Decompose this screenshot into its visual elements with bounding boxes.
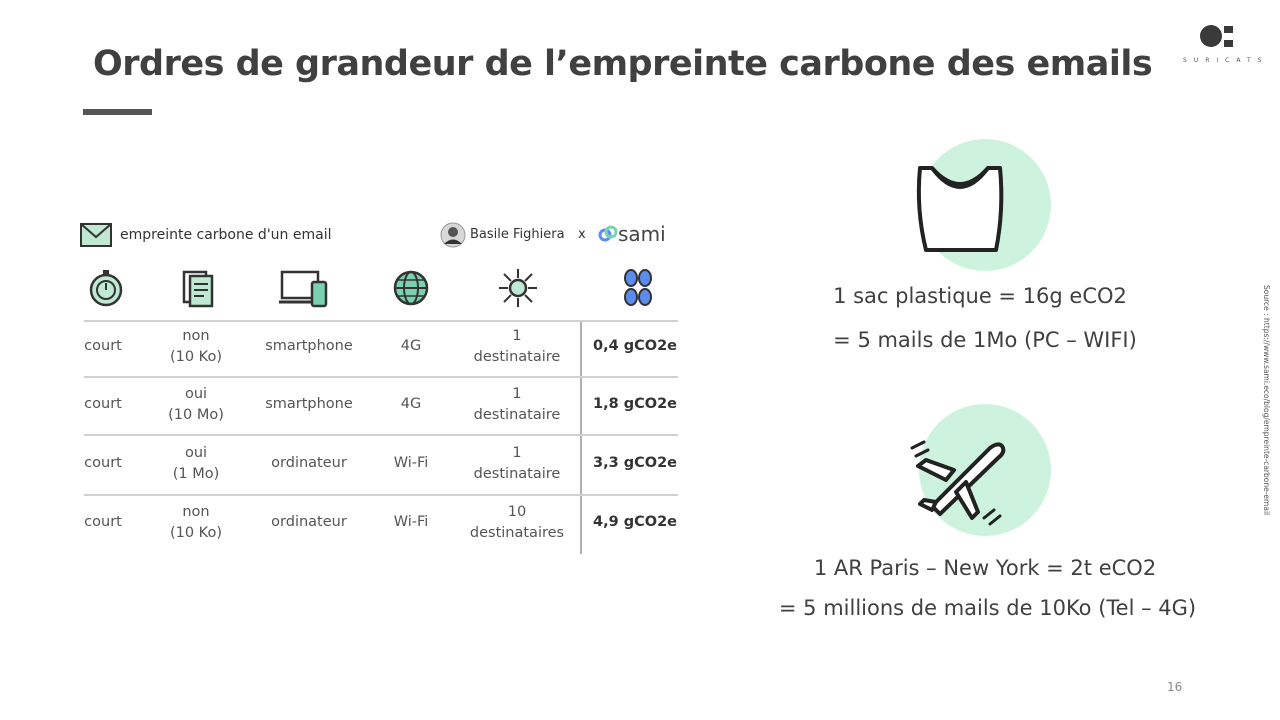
cell-recipients-label: destinataire	[473, 407, 561, 423]
column-divider	[580, 322, 582, 554]
globe-icon	[391, 266, 431, 310]
cell-duration: court	[84, 396, 122, 412]
airplane-icon	[906, 424, 1012, 530]
cell-recipients-count: 1	[512, 386, 522, 402]
slide-title: Ordres de grandeur de l’empreinte carbone des emails	[93, 44, 1153, 84]
row-divider	[84, 376, 678, 378]
cell-footprint: 1,8 gCO2e	[592, 396, 677, 412]
cell-attachment-size: (10 Ko)	[169, 525, 223, 541]
footprint-icon	[620, 266, 656, 310]
sami-logo-icon	[598, 225, 618, 243]
device-icon	[278, 266, 334, 310]
row-divider	[84, 494, 678, 496]
bag-comparison-line2: = 5 mails de 1Mo (PC – WIFI)	[833, 328, 1137, 352]
cell-network: Wi-Fi	[393, 514, 429, 530]
cell-device: ordinateur	[271, 455, 347, 471]
cell-device: smartphone	[265, 396, 353, 412]
cell-attachment: oui	[184, 386, 208, 402]
cell-attachment: oui	[184, 445, 208, 461]
cell-attachment-size: (10 Mo)	[168, 407, 224, 423]
row-divider	[84, 434, 678, 436]
cell-attachment-size: (10 Ko)	[169, 349, 223, 365]
cell-attachment: non	[182, 504, 210, 520]
cell-attachment-size: (1 Mo)	[172, 466, 220, 482]
cell-device: smartphone	[265, 338, 353, 354]
infographic-title: empreinte carbone d'un email	[120, 227, 332, 243]
logo-text: SURICATS	[1183, 57, 1269, 64]
bag-comparison-line1: 1 sac plastique = 16g eCO2	[833, 284, 1127, 308]
plane-comparison-line2: = 5 millions de mails de 10Ko (Tel – 4G)	[778, 596, 1197, 620]
plane-comparison-line1: 1 AR Paris – New York = 2t eCO2	[813, 556, 1157, 580]
title-underline	[83, 109, 152, 115]
avatar	[440, 222, 466, 248]
attachment-icon	[176, 266, 220, 310]
infographic-header	[78, 218, 683, 254]
cell-recipients-label: destinataire	[473, 349, 561, 365]
page-number: 16	[1167, 680, 1183, 694]
row-divider	[84, 320, 678, 322]
stopwatch-icon	[84, 266, 128, 310]
cell-network: Wi-Fi	[393, 455, 429, 471]
source-citation: Source : https://www.sami.eco/blog/empreinte-carbone-email	[1262, 285, 1271, 516]
cell-footprint: 4,9 gCO2e	[592, 514, 677, 530]
cell-attachment: non	[182, 328, 210, 344]
infographic-author: Basile Fighiera	[470, 227, 565, 242]
infographic-separator: x	[578, 227, 586, 242]
email-footprint-infographic	[78, 218, 683, 558]
email-icon	[80, 223, 112, 247]
cell-device: ordinateur	[271, 514, 347, 530]
cell-duration: court	[84, 455, 122, 471]
cell-recipients-count: 1	[512, 328, 522, 344]
cell-recipients-count: 1	[512, 445, 522, 461]
cell-footprint: 0,4 gCO2e	[592, 338, 677, 354]
recipients-icon	[496, 266, 540, 310]
cell-network: 4G	[400, 338, 422, 354]
cell-duration: court	[84, 514, 122, 530]
cell-footprint: 3,3 gCO2e	[592, 455, 677, 471]
cell-network: 4G	[400, 396, 422, 412]
plastic-bag-icon	[912, 160, 1008, 256]
sami-brand: sami	[618, 222, 666, 246]
cell-recipients-label: destinataire	[473, 466, 561, 482]
cell-recipients-label: destinataires	[469, 525, 565, 541]
cell-recipients-count: 10	[507, 504, 527, 520]
cell-duration: court	[84, 338, 122, 354]
